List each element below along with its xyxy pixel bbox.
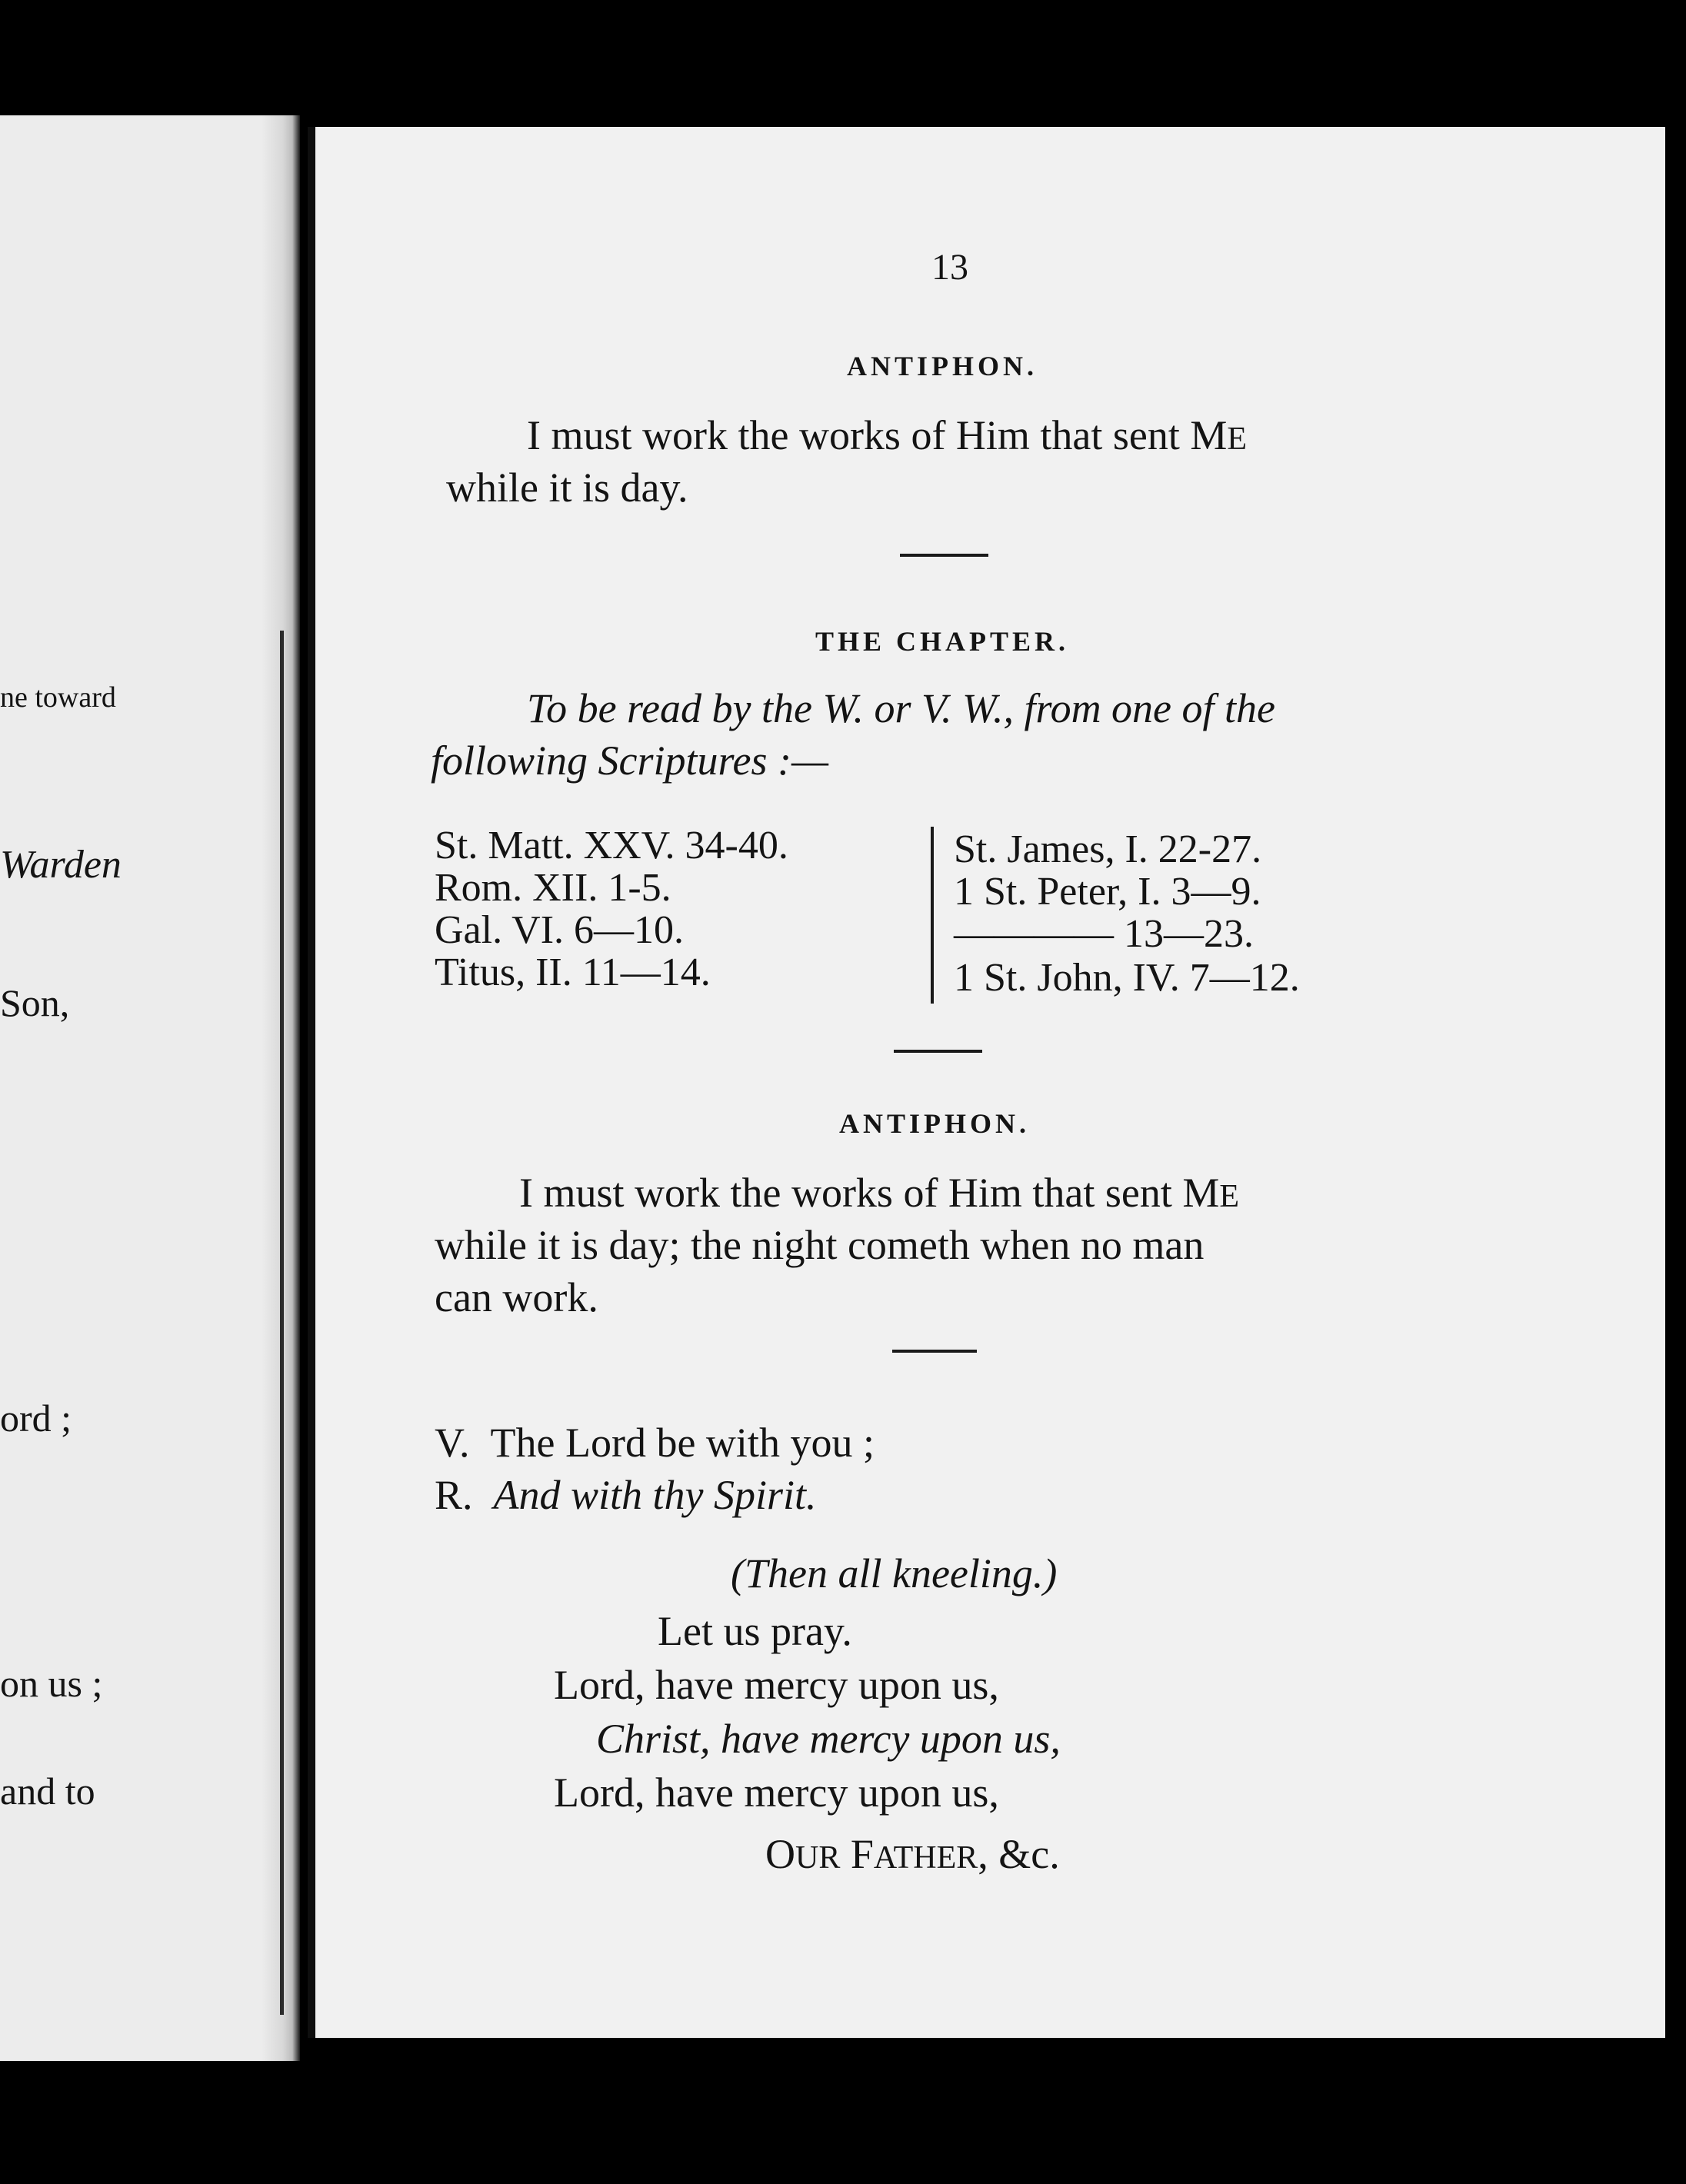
left-fragment-2: Warden [0, 843, 122, 887]
antiphon-heading-2: ANTIPHON. [838, 1108, 1031, 1139]
left-fragment-3: Son, [0, 981, 70, 1024]
chapter-instruction-line-2: following Scriptures :— [431, 737, 829, 784]
scripture-ref-left-4: Titus, II. 11—14. [435, 951, 711, 994]
chapter-heading: THE CHAPTER. [815, 626, 1070, 657]
antiphon-heading-1: ANTIPHON. [846, 351, 1038, 381]
page-number: 13 [931, 247, 968, 288]
kneeling-rubric: (Then all kneeling.) [731, 1550, 1058, 1596]
scripture-ref-left-1: St. Matt. XXV. 34-40. [435, 824, 788, 867]
our-father: OUR FATHER, &c. [765, 1831, 1060, 1877]
left-fragment-4: ord ; [0, 1397, 72, 1440]
scripture-ref-right-1: St. James, I. 22-27. [954, 827, 1262, 871]
kyrie-line-1: Lord, have mercy upon us, [554, 1662, 999, 1708]
divider-3 [892, 1350, 977, 1353]
scripture-ref-left-2: Rom. XII. 1-5. [435, 866, 671, 910]
response: R. And with thy Spirit. [435, 1472, 817, 1518]
antiphon-1-line-2: while it is day. [446, 464, 688, 511]
left-fragment-1: ne toward [0, 681, 116, 714]
scripture-ref-right-4: 1 St. John, IV. 7—12. [954, 956, 1300, 1000]
right-page [308, 127, 1665, 2038]
versicle: V. The Lord be with you ; [435, 1420, 875, 1466]
scripture-ref-right-3: ———— 13—23. [954, 912, 1254, 956]
references-column-divider [931, 827, 934, 1004]
antiphon-2-line-1: I must work the works of Him that sent ME [519, 1170, 1240, 1216]
antiphon-2-line-2: while it is day; the night cometh when no man [435, 1222, 1205, 1268]
left-page [0, 115, 296, 2061]
divider-2 [894, 1050, 982, 1053]
antiphon-2-line-3: can work. [435, 1274, 598, 1320]
scripture-ref-right-2: 1 St. Peter, I. 3—9. [954, 870, 1261, 914]
chapter-instruction-line-1: To be read by the W. or V. W., from one of the [527, 685, 1276, 731]
divider-1 [900, 554, 988, 557]
kyrie-line-3: Lord, have mercy upon us, [554, 1770, 999, 1816]
left-fragment-6: and to [0, 1770, 95, 1813]
antiphon-1-line-1: I must work the works of Him that sent ME [527, 412, 1248, 458]
binding-thread [280, 631, 284, 2015]
left-fragment-5: on us ; [0, 1662, 103, 1705]
kyrie-line-2: Christ, have mercy upon us, [596, 1716, 1061, 1762]
scripture-ref-left-3: Gal. VI. 6—10. [435, 908, 685, 952]
let-us-pray: Let us pray. [658, 1608, 852, 1654]
